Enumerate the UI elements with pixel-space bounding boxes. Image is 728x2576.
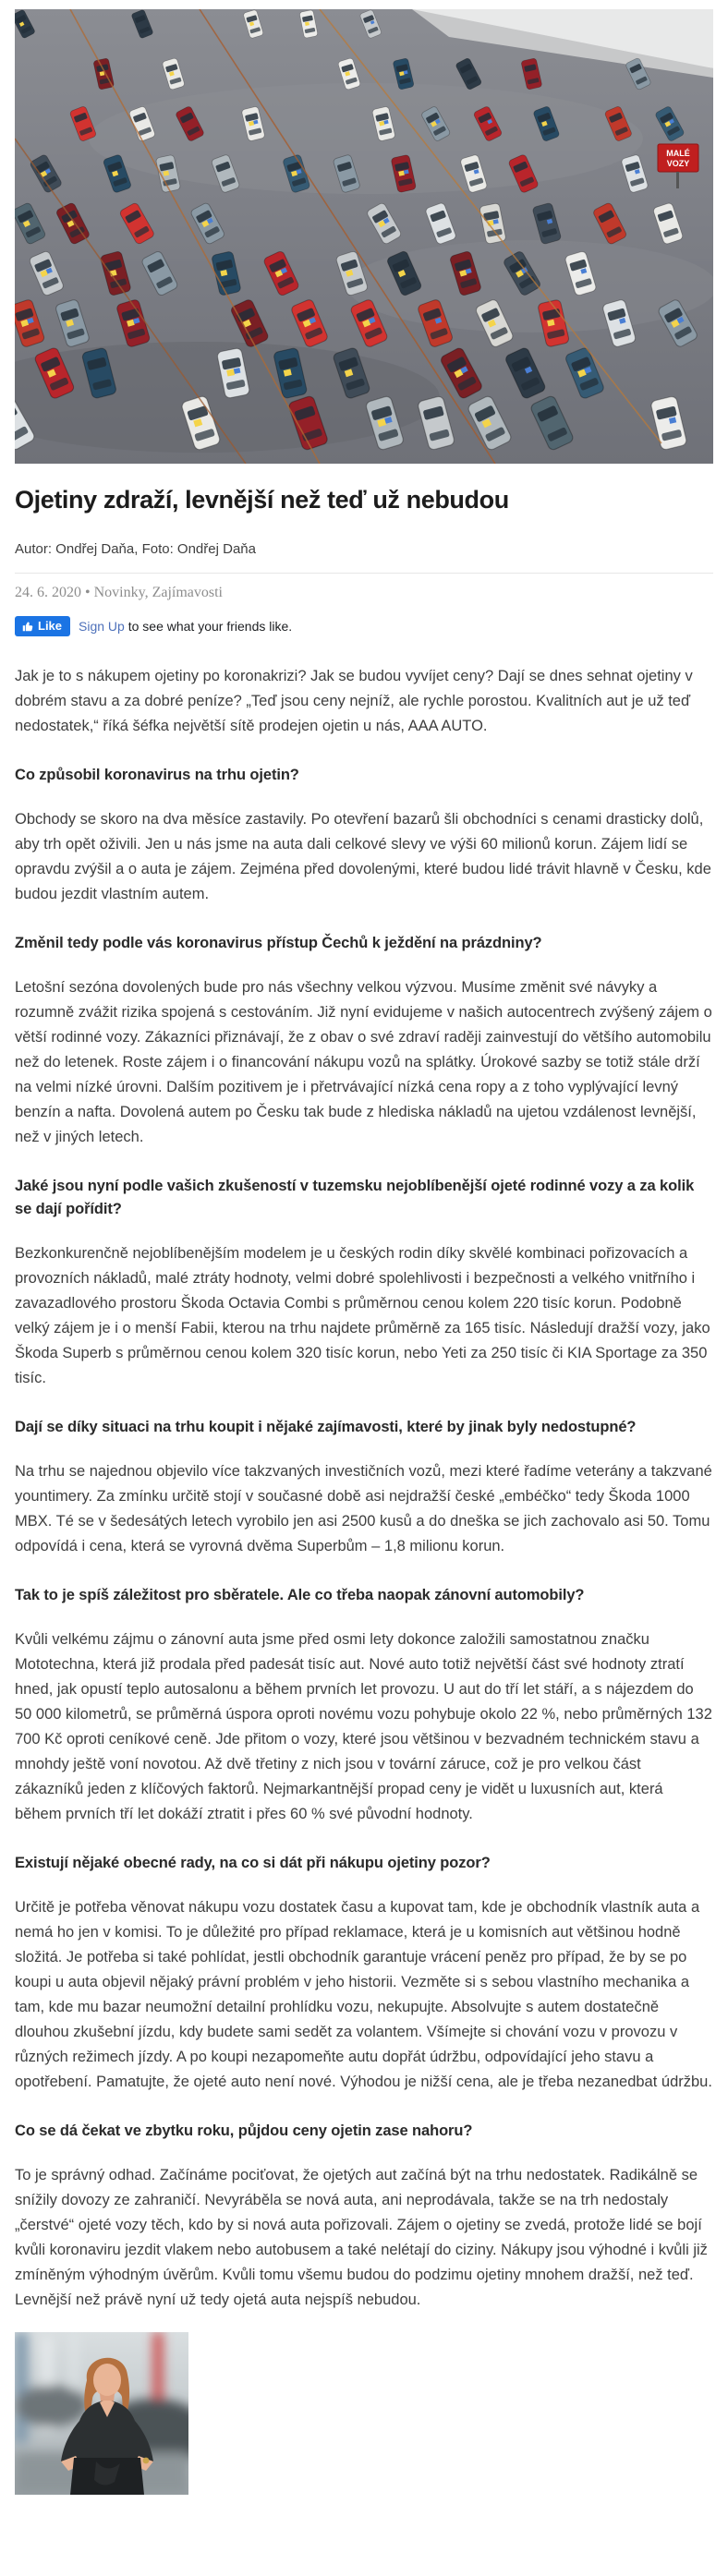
author-line: Autor: Ondřej Daňa, Foto: Ondřej Daňa — [15, 541, 256, 557]
article-body — [15, 664, 713, 2313]
article-paragraph: Letošní sezóna dovolených bude pro nás všechny velkou výzvou. Musíme změnit své návyky a rozumně zvážit rizika spojená s cestováním. Již nyní evidujeme v našich autocentrech zvýšený zájem o větší rodinné vozy. Zákazníci přiznávají, že z obav o své zdraví raději zainvestují do většího automobilu než do letenek. Roste zájem i o financování nákupu vozů na splátky. Úrokové sazby se totiž stále drží na velmi nízké úrovni. Dalším pozitivem je i přetrvávající nízká cena ropy a z toho vyplývající levný benzín a nafta. Dovolená autem po Česku tak bude z hlediska nákladů na ujetou vzdálenost levnější, než v jiných letech. — [15, 979, 712, 1145]
article-paragraph: Jak je to s nákupem ojetiny po koronakrizi? Jak se budou vyvíjet ceny? Dají se dnes sehnat ojetiny v dobrém stavu a za dobré peníze? „Teď jsou ceny nejníž, ale rychle porostou. Kvalitních aut je už teď nedostatek,“ říká šéfka největší sítě prodejen ojetin u nás, AAA AUTO. — [15, 668, 693, 734]
thumbs-up-icon — [22, 621, 33, 632]
author-photo — [15, 2332, 713, 2495]
question-heading: Změnil tedy podle vás koronavirus přístup Čechů k ježdění na prázdniny? — [15, 935, 542, 951]
svg-text:MALÉ: MALÉ — [666, 149, 690, 158]
question-heading: Jaké jsou nyní podle vašich zkušeností v tuzemsku nejoblíbenější ojeté rodinné vozy a za kolik se dají pořídit? — [15, 1178, 695, 1217]
fb-like-label: Like — [38, 619, 63, 633]
divider — [15, 573, 713, 574]
article-paragraph: Bezkonkurenčně nejoblíbenějším modelem je u českých rodin díky skvělé kombinaci pořizovacích a provozních nákladů, malé ztráty hodnoty, velmi dobré spolehlivosti i bezpečnosti a velkého vnitřního i zavazadlového prostoru Škoda Octavia Combi s průměrnou cenou kolem 220 tisíc korun. Podobně velký zájem je i o menší Fabii, kterou na trhu najdete průměrně za 165 tisíc. Následují dražší vozy, jako Škoda Superb s průměrnou cenou kolem 320 tisíc korun, nebo Yeti za 250 tisíc či KIA Sportage za 350 tisíc. — [15, 1245, 710, 1386]
hero-car-lot-image — [15, 9, 713, 464]
question-heading: Tak to je spíš záležitost pro sběratele. Ale co třeba naopak zánovní automobily? — [15, 1587, 585, 1603]
svg-text:VOZY: VOZY — [666, 159, 690, 168]
woman-portrait-image — [15, 2332, 188, 2495]
date-line — [15, 585, 713, 601]
fb-social-text — [79, 619, 292, 634]
question-heading: Existují nějaké obecné rady, na co si dát při nákupu ojetiny pozor? — [15, 1855, 491, 1871]
fb-signup-rest: to see what your friends like. — [124, 619, 293, 634]
article-paragraph: Obchody se skoro na dva měsíce zastavily. Po otevření bazarů šli obchodníci s cenami drasticky dolů, aby trh opět oživili. Jen u nás jsme na auta dali celkové slevy ve výši 60 milionů korun. Zájem lidí se opravdu zvýšil a o auta je zájem. Zejména před dovolenými, které budou lidé trávit hlavně v Česku, kde budou jezdit vlastním autem. — [15, 811, 711, 902]
article-paragraph: Na trhu se najednou objevilo více takzvaných investičních vozů, mezi které řadíme veterány a takzvané yountimery. Za zmínku určitě stojí v současné době asi nejdražší české „embéčko“ tedy Škoda 1000 MBX. Té se v šedesátých letech vyrobilo jen asi 2500 kusů a do dneška se jich zachovalo asi 50. Tomu odpovídá i cena, která se vyrovná dvěma Superbům – 1,8 milionu korun. — [15, 1463, 712, 1554]
article-paragraph: Určitě je potřeba věnovat nákupu vozu dostatek času a kupovat tam, kde je obchodník vlastník auta a nemá ho jen v komisi. To je důležité pro případ reklamace, která je u komisních aut většinou hodně složitá. Je potřeba si také pohlídat, jestli obchodník garantuje vrácení peněz pro případ, že by se po koupi u auta objevil nějaký právní problém v jeho historii. Vezměte si s sebou vlastního mechanika a tam, kde mu bazar neumožní detailní prohlídku vozu, nekupujte. Absolvujte s autem dostatečně dlouhou zkušební jízdu, kdy budete sami sedět za volantem. Všímejte si chování vozu v provozu v různých režimech jízdy. A po koupi nezapomeňte autu dopřát údržbu, odpovídající jeho stavu a opotřebení. Pamatujte, že ojeté auto není nové. Výhodou je nižší cena, ale je třeba nezanedbat údržbu. — [15, 1899, 712, 2090]
question-heading: Dají se díky situaci na trhu koupit i nějaké zajímavosti, které by jinak byly nedostupné? — [15, 1419, 637, 1435]
page-title: Ojetiny zdraží, levnější než teď už nebudou — [15, 486, 509, 514]
question-heading: Co způsobil koronavirus na trhu ojetin? — [15, 767, 299, 783]
question-heading: Co se dá čekat ve zbytku roku, půjdou ceny ojetin zase nahoru? — [15, 2122, 473, 2139]
article-paragraph: Kvůli velkému zájmu o zánovní auta jsme před osmi lety dokonce založili samostatnou značku Mototechna, která již prodala před padesát tisíc aut. Nové auto totiž největší část své hodnoty ztratí hned, jak opustí teplo autosalonu a během prvních let provozu. U aut do tří let stáří, a s nájezdem do 50 000 kilometrů, se průměrná úspora oproti novému vozu pohybuje okolo 22 %, nebo průměrných 132 700 Kč oproti ceníkové ceně. Jde přitom o vozy, které jsou většinou v bezvadném technickém stavu a mnohdy ještě voní novotou. Až dvě třetiny z nich jsou v tovární záruce, což je pro velkou část zákazníků jeden z klíčových faktorů. Nejmarkantnější propad ceny je vidět u luxusních aut, která během prvních tří let dokáží ztratit i přes 60 % své původní hodnoty. — [15, 1631, 712, 1822]
category-links[interactable]: Novinky, Zajímavosti — [93, 585, 223, 600]
facebook-like-widget — [15, 616, 713, 636]
fb-like-button[interactable] — [15, 616, 70, 636]
article-paragraph: To je správný odhad. Začínáme pociťovat, že ojetých aut začíná být na trhu nedostatek. Radikálně se snížily dovozy ze zahraničí. Nevyráběla se nová auta, ani neprodávala, takže se na trh nedostaly „čerstvé“ ojeté vozy těch, kdo by si nová auta pořizovali. Zájem o ojetiny se zvedá, protože lidé se bojí kvůli koronaviru jezdit vlakem nebo autobusem a také nelétají do ciziny. Nákupy jsou výhodné i kvůli již zmíněným výhodným úvěrům. Kvůli tomu všemu budou do podzimu ojetiny mnohem dražší, než teď. Levnější než právě nyní už tedy ojetá auta nejspíš nebudou. — [15, 2167, 708, 2308]
date-label: 24. 6. 2020 — [15, 585, 81, 600]
dot-separator: • — [85, 585, 91, 600]
fb-signup-link[interactable]: Sign Up — [79, 619, 125, 634]
